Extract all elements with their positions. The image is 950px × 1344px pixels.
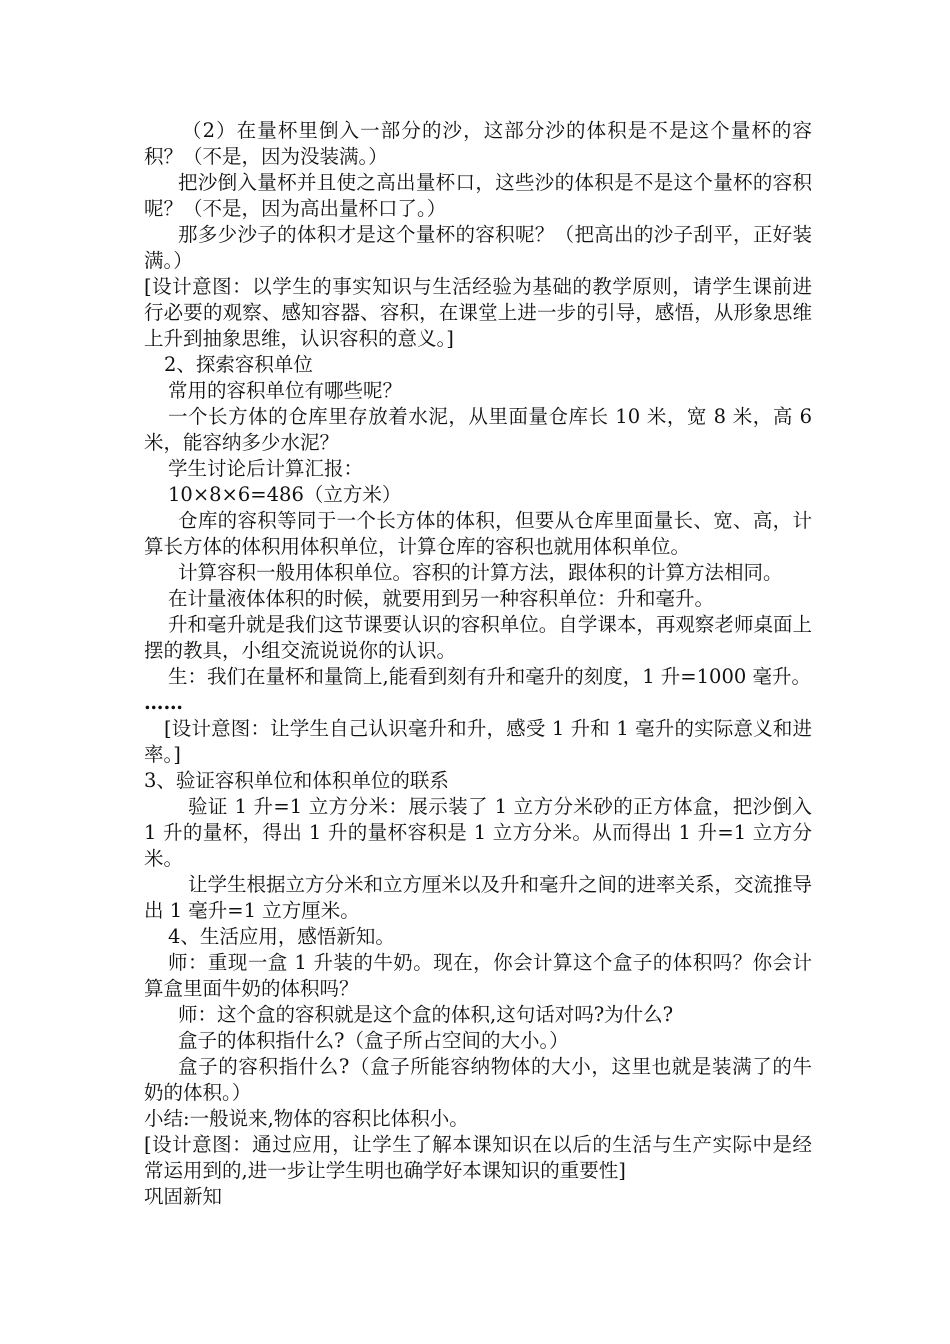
section-heading: 2、探索容积单位 bbox=[164, 353, 313, 376]
paragraph: 师：重现一盒 1 升装的牛奶。现在，你会计算这个盒子的体积吗？你会计算盒里面牛奶的体积吗？ bbox=[144, 951, 812, 1000]
section-heading: 4、生活应用，感悟新知。 bbox=[168, 925, 395, 948]
section-heading: 3、验证容积单位和体积单位的联系 bbox=[144, 769, 449, 792]
design-intent-note: [设计意图：通过应用，让学生了解本课知识在以后的生活与生产实际中是经常运用到的,进一步让学生明也确学好本课知识的重要性] bbox=[144, 1133, 812, 1182]
paragraph: 让学生根据立方分米和立方厘米以及升和毫升之间的进率关系，交流推导出 1 毫升=1 立方厘米。 bbox=[144, 873, 813, 922]
summary: 小结:一般说来,物体的容积比体积小。 bbox=[144, 1107, 469, 1130]
paragraph: 升和毫升就是我们这节课要认识的容积单位。自学课本，再观察老师桌面上摆的教具，小组交流说说你的认识。 bbox=[144, 613, 812, 662]
paragraph: 盒子的容积指什么?（盒子所能容纳物体的大小，这里也就是装满了的牛奶的体积。） bbox=[144, 1055, 812, 1104]
design-intent-note: [设计意图：让学生自己认识毫升和升，感受 1 升和 1 毫升的实际意义和进率。] bbox=[144, 717, 812, 766]
paragraph: 计算容积一般用体积单位。容积的计算方法，跟体积的计算方法相同。 bbox=[178, 561, 783, 584]
paragraph: 把沙倒入量杯并且使之高出量杯口，这些沙的体积是不是这个量杯的容积呢？（不是，因为高出量杯口了。） bbox=[144, 171, 812, 220]
paragraph: 那多少沙子的体积才是这个量杯的容积呢？（把高出的沙子刮平，正好装满。） bbox=[144, 223, 812, 272]
paragraph: 在计量液体体积的时候，就要用到另一种容积单位：升和毫升。 bbox=[168, 587, 715, 610]
equation: 10×8×6=486（立方米） bbox=[168, 483, 402, 506]
paragraph: 师：这个盒的容积就是这个盒的体积,这句话对吗?为什么? bbox=[178, 1003, 674, 1026]
paragraph: 盒子的体积指什么?（盒子所占空间的大小。） bbox=[178, 1029, 569, 1052]
section-heading: 巩固新知 bbox=[144, 1185, 223, 1208]
paragraph: 一个长方体的仓库里存放着水泥，从里面量仓库长 10 米，宽 8 米，高 6 米，能容纳多少水泥？ bbox=[144, 405, 812, 454]
design-intent-note: [设计意图：以学生的事实知识与生活经验为基础的教学原则，请学生课前进行必要的观察、感知容器、容积，在课堂上进一步的引导，感悟，从形象思维上升到抽象思维，认识容积的意义。] bbox=[144, 275, 812, 350]
ellipsis: …… bbox=[144, 691, 183, 714]
paragraph: 仓库的容积等同于一个长方体的体积，但要从仓库里面量长、宽、高，计算长方体的体积用体积单位，计算仓库的容积也就用体积单位。 bbox=[144, 509, 812, 558]
paragraph: 常用的容积单位有哪些呢？ bbox=[168, 379, 403, 402]
paragraph: 生：我们在量杯和量筒上,能看到刻有升和毫升的刻度，1 升=1000 毫升。 bbox=[168, 665, 811, 688]
paragraph: 验证 1 升=1 立方分米：展示装了 1 立方分米砂的正方体盒，把沙倒入 1 升的量杯，得出 1 升的量杯容积是 1 立方分米。从而得出 1 升=1 立方分米。 bbox=[144, 795, 812, 870]
document-body bbox=[144, 118, 812, 1210]
paragraph: （2）在量杯里倒入一部分的沙，这部分沙的体积是不是这个量杯的容积？（不是，因为没装满。） bbox=[144, 119, 812, 168]
paragraph: 学生讨论后计算汇报： bbox=[168, 457, 364, 480]
